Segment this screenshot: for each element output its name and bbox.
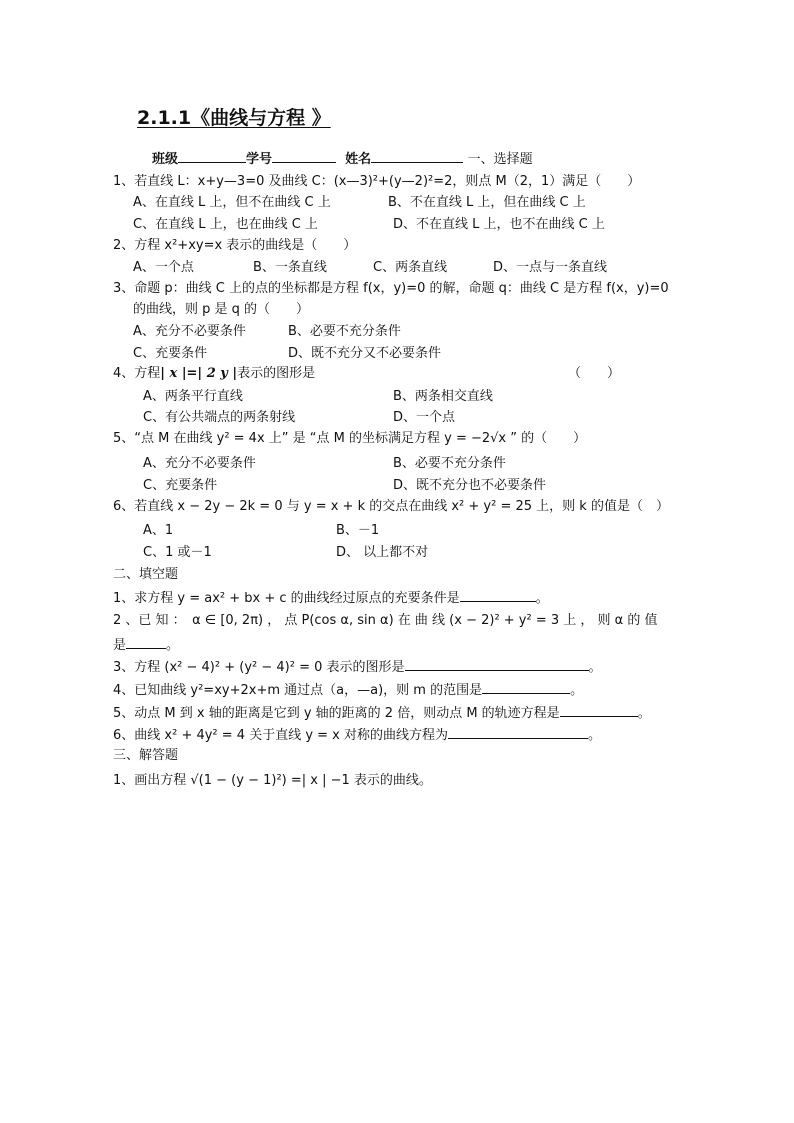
fill-3 — [113, 656, 602, 678]
question-2-option-b: B、一条直线 — [253, 260, 327, 275]
question-3-option-c: C、充要条件 — [133, 346, 208, 361]
question-2-option-a: A、一个点 — [133, 260, 194, 275]
question-4-option-d: D、一个点 — [393, 410, 456, 425]
fill-4-text: 4、已知曲线 y²=xy+2x+m 通过点（a，—a)，则 m 的范围是 — [113, 683, 483, 698]
fill-5-period: 。 — [637, 706, 651, 721]
question-1-option-b: B、不在直线 L 上，但在曲线 C 上 — [388, 195, 586, 210]
fill-3-blank — [405, 656, 589, 671]
question-1-option-c: C、在直线 L 上，也在曲线 C 上 — [133, 217, 318, 232]
fill-4-period: 。 — [570, 683, 584, 698]
student-id-blank — [272, 148, 336, 163]
question-1-option-d: D、不在直线 L 上，也不在曲线 C 上 — [393, 217, 605, 232]
question-4-option-a: A、两条平行直线 — [143, 389, 243, 404]
question-2-stem: 2、方程 x²+xy=x 表示的曲线是（ ） — [113, 238, 357, 253]
question-5-stem: 5、“点 M 在曲线 y² = 4x 上” 是 “点 M 的坐标满足方程 y = −2√x ” 的（ ） — [113, 431, 587, 446]
question-4-option-c: C、有公共端点的两条射线 — [143, 410, 296, 425]
question-4-prefix: 4、方程 — [113, 366, 161, 381]
fill-5-text: 5、动点 M 到 x 轴的距离是它到 y 轴的距离的 2 倍，则动点 M 的轨迹方程是 — [113, 706, 560, 721]
question-1-stem: 1、若直线 L：x+y—3=0 及曲线 C：(x—3)²+(y—2)²=2，则点 M（2，1）满足（ ） — [113, 174, 641, 189]
fill-5-blank — [560, 702, 638, 717]
question-6-stem: 6、若直线 x − 2y − 2k = 0 与 y = x + k 的交点在曲线 x² + y² = 25 上，则 k 的值是（ ） — [113, 499, 669, 514]
fill-4 — [113, 679, 583, 701]
question-3-option-d: D、既不充分又不必要条件 — [288, 346, 442, 361]
fill-1 — [113, 587, 549, 609]
question-5-option-c: C、充要条件 — [143, 478, 218, 493]
section-heading-choice: 一、选择题 — [467, 152, 533, 167]
question-3-option-a: A、充分不必要条件 — [133, 324, 246, 339]
question-4-option-b: B、两条相交直线 — [393, 389, 493, 404]
question-4-stem — [113, 364, 315, 384]
section-heading-answer: 三、解答题 — [113, 748, 179, 763]
student-id-label: 学号 — [246, 152, 273, 167]
class-blank — [178, 148, 246, 163]
question-2-option-d: D、一点与一条直线 — [493, 260, 608, 275]
section-heading-fill: 二、填空题 — [113, 567, 179, 582]
fill-2-line-1: 2 、已 知 ： α ∈ [0, 2π) ， 点 P(cos α, sin α) 在 曲 线 (x − 2)² + y² = 3 上 ， 则 α 的 值 — [113, 613, 658, 628]
question-6-option-a: A、1 — [143, 523, 174, 538]
name-label: 姓名 — [345, 152, 372, 167]
question-4-suffix: 表示的图形是 — [237, 366, 316, 381]
question-3-option-b: B、必要不充分条件 — [288, 324, 401, 339]
fill-3-period: 。 — [588, 660, 602, 675]
fill-2-blank — [126, 634, 166, 649]
fill-2-text: 是 — [113, 638, 127, 653]
question-6-option-b: B、－1 — [336, 523, 380, 538]
fill-6-text: 6、曲线 x² + 4y² = 4 关于直线 y = x 对称的曲线方程为 — [113, 728, 449, 743]
student-info-line — [152, 148, 533, 170]
fill-2-period: 。 — [166, 638, 180, 653]
fill-4-blank — [482, 679, 570, 694]
question-5-option-b: B、必要不充分条件 — [393, 456, 506, 471]
fill-5 — [113, 702, 651, 724]
name-blank — [371, 148, 463, 163]
fill-1-period: 。 — [535, 591, 549, 606]
question-6-option-d: D、 以上都不对 — [336, 545, 429, 560]
answer-1: 1、画出方程 √(1 − (y − 1)²) =| x | −1 表示的曲线。 — [113, 773, 432, 788]
fill-6-period: 。 — [588, 728, 602, 743]
page-title: 2.1.1《曲线与方程 》 — [137, 107, 331, 129]
fill-1-text: 1、求方程 y = ax² + bx + c 的曲线经过原点的充要条件是 — [113, 591, 460, 606]
question-6-option-c: C、1 或－1 — [143, 545, 212, 560]
question-2-option-c: C、两条直线 — [373, 260, 448, 275]
question-3-stem-line-2: 的曲线，则 p 是 q 的（ ） — [133, 302, 310, 317]
question-5-option-a: A、充分不必要条件 — [143, 456, 256, 471]
question-4-expression: | x |=| 2 y | — [160, 366, 238, 381]
fill-6 — [113, 724, 601, 746]
fill-2-line-2 — [113, 634, 179, 656]
question-4-answer-paren: （ ） — [568, 366, 621, 381]
fill-3-text: 3、方程 (x² − 4)² + (y² − 4)² = 0 表示的图形是 — [113, 660, 405, 675]
fill-6-blank — [448, 724, 588, 739]
question-5-option-d: D、既不充分也不必要条件 — [393, 478, 547, 493]
class-label: 班级 — [152, 152, 179, 167]
question-1-option-a: A、在直线 L 上，但不在曲线 C 上 — [133, 195, 331, 210]
fill-1-blank — [460, 587, 536, 602]
question-3-stem-line-1: 3、命题 p：曲线 C 上的点的坐标都是方程 f(x，y)=0 的解，命题 q：曲线 C 是方程 f(x，y)=0 — [113, 281, 669, 296]
